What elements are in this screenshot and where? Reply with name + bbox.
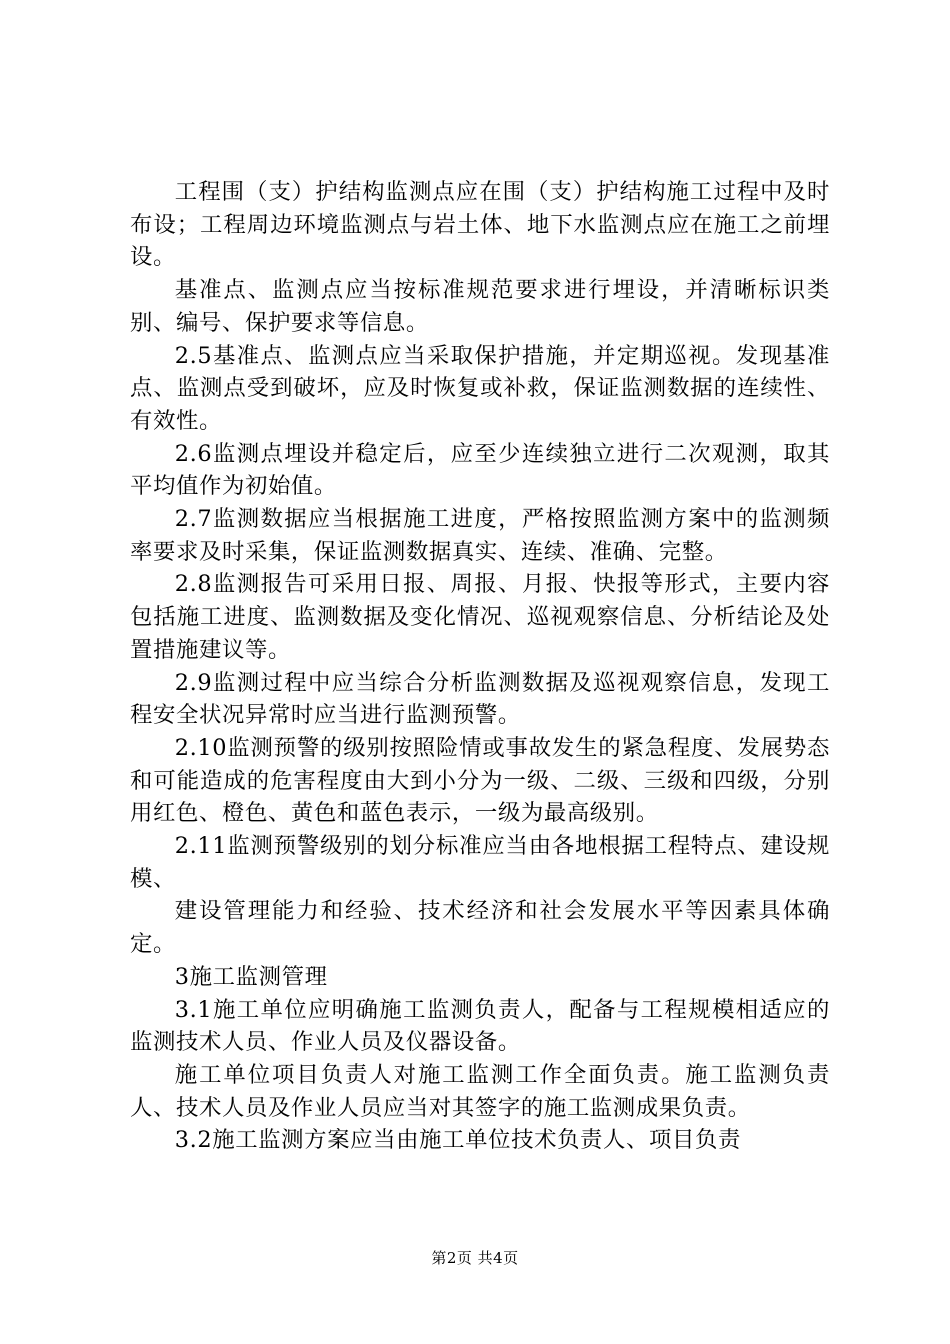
paragraph-2-7: 2.7监测数据应当根据施工进度，严格按照监测方案中的监测频率要求及时采集，保证监测数据真实、连续、准确、完整。 (130, 506, 830, 565)
paragraph-2-6: 2.6监测点埋设并稳定后，应至少连续独立进行二次观测，取其平均值作为初始值。 (130, 440, 830, 500)
paragraph-2-9: 2.9监测过程中应当综合分析监测数据及巡视观察信息，发现工程安全状况异常时应当进行监测预警。 (130, 669, 830, 729)
paragraph-point-marking: 基准点、监测点应当按标准规范要求进行埋设，并清晰标识类别、编号、保护要求等信息。 (130, 277, 830, 336)
paragraph-3-2: 3.2施工监测方案应当由施工单位技术负责人、项目负责 (174, 1127, 741, 1154)
paragraph-2-5: 2.5基准点、监测点应当采取保护措施，并定期巡视。发现基准点、监测点受到破坏，应及时恢复或补救，保证监测数据的连续性、有效性。 (130, 342, 830, 434)
paragraph-2-11-continued: 建设管理能力和经验、技术经济和社会发展水平等因素具体确定。 (130, 898, 830, 958)
paragraph-2-8: 2.8监测报告可采用日报、周报、月报、快报等形式，主要内容包括施工进度、监测数据及变化情况、巡视观察信息、分析结论及处置措施建议等。 (130, 571, 830, 663)
page-number-footer: 第2页 共4页 (431, 1249, 519, 1267)
section-heading-3: 3施工监测管理 (174, 963, 328, 990)
paragraph-2-10: 2.10监测预警的级别按照险情或事故发生的紧急程度、发展势态和可能造成的危害程度由大到小分为一级、二级、三级和四级，分别用红色、橙色、黄色和蓝色表示，一级为最高级别。 (130, 734, 830, 827)
paragraph-2-11: 2.11监测预警级别的划分标准应当由各地根据工程特点、建设规模、 (130, 833, 830, 892)
document-body (130, 176, 830, 1157)
paragraph-monitoring-point-installation: 工程围（支）护结构监测点应在围（支）护结构施工过程中及时布设；工程周边环境监测点与岩土体、地下水监测点应在施工之前埋设。 (130, 179, 830, 271)
paragraph-3-1: 3.1施工单位应明确施工监测负责人，配备与工程规模相适应的监测技术人员、作业人员及仪器设备。 (130, 996, 830, 1056)
paragraph-project-responsibility: 施工单位项目负责人对施工监测工作全面负责。施工监测负责人、技术人员及作业人员应当对其签字的施工监测成果负责。 (130, 1061, 830, 1121)
